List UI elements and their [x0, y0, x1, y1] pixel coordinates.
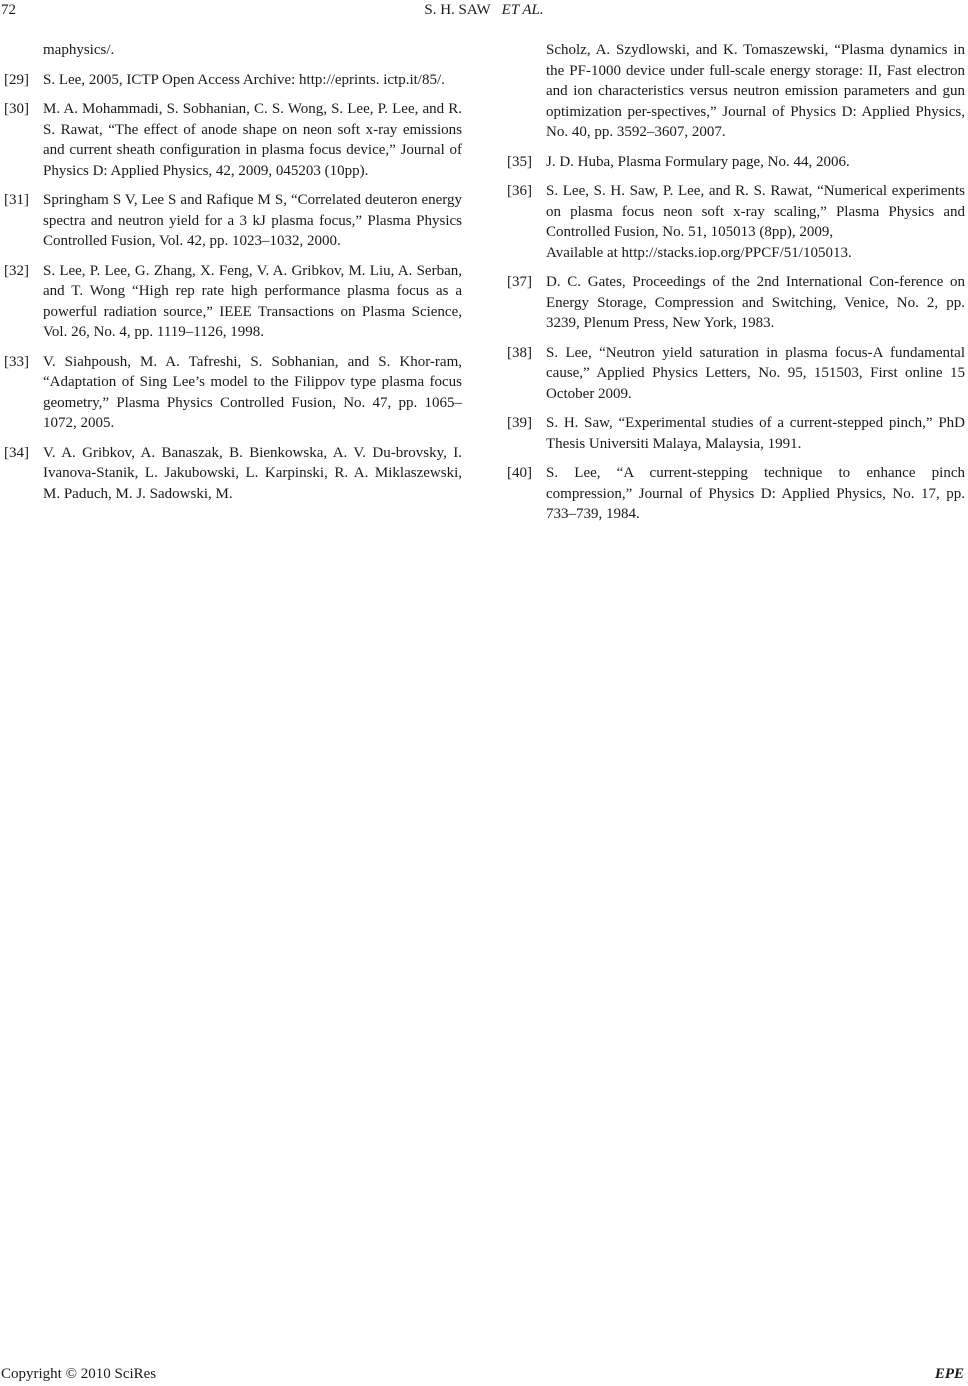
reference-number: [31] [4, 192, 29, 208]
reference-number: [29] [4, 71, 29, 88]
reference-text: S. Lee, P. Lee, G. Zhang, X. Feng, V. A. Gribkov, M. Liu, A. Serban, and T. Wong “High rep rate high performance plasma focus as a powerful radiation source,” IEEE Transactions on Plasma Science, Vol. 26, No. 4, pp. 1119–1126, 1998. [43, 262, 462, 340]
reference-body [546, 181, 965, 263]
reference-body [43, 70, 462, 91]
reference-text: D. C. Gates, Proceedings of the 2nd International Con-ference on Energy Storage, Compression and Switching, Venice, No. 2, pp. 3239, Plenum Press, New York, 1983. [546, 274, 965, 331]
page-footer [0, 1364, 968, 1384]
running-head-author: S. H. SAW [424, 2, 491, 18]
running-head-etal: ET AL. [501, 2, 544, 18]
reference-number: [35] [507, 153, 532, 170]
reference-text: S. Lee, “A current-stepping technique to enhance pinch compression,” Journal of Physics D: Applied Physics, No. 17, pp. 733–739, 1984. [546, 465, 965, 522]
reference-text: V. A. Gribkov, A. Banaszak, B. Bienkowska, A. V. Du-brovsky, I. Ivanova-Stanik, L. Jakubowski, L. Karpinski, R. A. Miklaszewski, M. Paduch, M. J. Sadowski, M. [43, 444, 462, 502]
reference-number: [37] [507, 274, 532, 290]
reference-entry [4, 99, 462, 181]
copyright-notice: Copyright © 2010 SciRes [1, 1366, 157, 1382]
page-number: 72 [1, 2, 16, 18]
reference-body [546, 463, 965, 525]
reference-continuation: maphysics/. [43, 42, 115, 58]
reference-number: [30] [4, 101, 29, 117]
reference-entry [4, 261, 462, 343]
reference-availability: Available at http://stacks.iop.org/PPCF/51/105013. [546, 244, 852, 261]
reference-body [43, 99, 462, 181]
reference-entry [4, 352, 462, 434]
reference-text: V. Siahpoush, M. A. Tafreshi, S. Sobhanian, and S. Khor-ram, “Adaptation of Sing Lee’s model to the Filippov type plasma focus geometry,” Plasma Physics Controlled Fusion, No. 47, pp. 1065–1072, 2005. [43, 353, 462, 431]
reference-continuation: Scholz, A. Szydlowski, and K. Tomaszewski, “Plasma dynamics in the PF-1000 device under full-scale energy storage: II, Fast electron and ion characteristics versus neutron emission parameters and gun optimization per-spectives,” Journal of Physics D: Applied Physics, No. 40, pp. 3592–3607, 2007. [546, 42, 965, 140]
reference-body [43, 443, 462, 505]
reference-text: J. D. Huba, Plasma Formulary page, No. 44, 2006. [546, 153, 850, 170]
reference-entry [507, 181, 965, 263]
reference-entry [507, 152, 965, 173]
reference-body [546, 272, 965, 334]
reference-entry [4, 443, 462, 505]
reference-body [546, 343, 965, 405]
reference-entry [507, 413, 965, 454]
page-header [0, 0, 968, 24]
reference-number: [36] [507, 183, 532, 199]
reference-text: S. Lee, S. H. Saw, P. Lee, and R. S. Rawat, “Numerical experiments on plasma focus neon soft x-ray scaling,” Plasma Physics and Controlled Fusion, No. 51, 105013 (8pp), 2009, [546, 183, 965, 240]
reference-text: M. A. Mohammadi, S. Sobhanian, C. S. Wong, S. Lee, P. Lee, and R. S. Rawat, “The effect of anode shape on neon soft x-ray emissions and current sheath configuration in plasma focus device,” Journal of Physics D: Applied Physics, 42, 2009, 045203 (10pp). [43, 101, 462, 179]
reference-number: [33] [4, 353, 29, 370]
reference-text: S. Lee, 2005, ICTP Open Access Archive: http://eprints. ictp.it/85/. [43, 71, 445, 88]
reference-entry [507, 463, 965, 525]
reference-entry [507, 343, 965, 405]
reference-number: [38] [507, 344, 532, 361]
reference-body [43, 190, 462, 252]
reference-number: [32] [4, 262, 29, 279]
reference-list [507, 152, 965, 525]
reference-entry [4, 70, 462, 91]
reference-text: S. H. Saw, “Experimental studies of a current-stepped pinch,” PhD Thesis Universiti Malaya, Malaysia, 1991. [546, 415, 965, 452]
reference-text: Springham S V, Lee S and Rafique M S, “Correlated deuteron energy spectra and neutron yield for a 3 kJ plasma focus,” Plasma Physics Controlled Fusion, Vol. 42, pp. 1023–1032, 2000. [43, 192, 462, 249]
reference-entry [507, 272, 965, 334]
reference-list [4, 70, 462, 505]
reference-number: [40] [507, 465, 532, 481]
reference-body [43, 352, 462, 434]
journal-abbrev: EPE [934, 1366, 964, 1382]
left-column [4, 40, 462, 513]
reference-number: [34] [4, 444, 29, 461]
reference-body [546, 413, 965, 454]
reference-text: S. Lee, “Neutron yield saturation in plasma focus-A fundamental cause,” Applied Physics Letters, No. 95, 151503, First online 15 October 2009. [546, 344, 965, 402]
reference-body [546, 152, 965, 173]
reference-body [43, 261, 462, 343]
running-head [0, 0, 968, 20]
reference-entry [4, 190, 462, 252]
reference-number: [39] [507, 415, 532, 431]
right-column [507, 40, 965, 534]
